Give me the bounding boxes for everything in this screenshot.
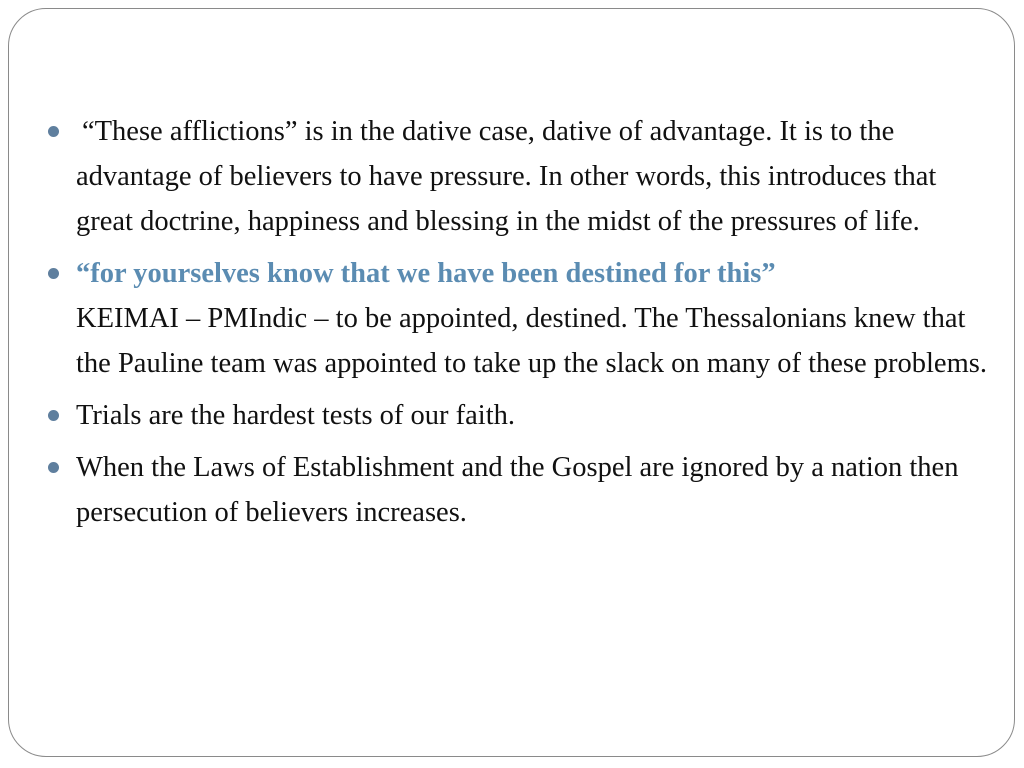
bullet-item	[42, 393, 992, 438]
bullet-dot-icon	[48, 268, 59, 279]
bullet-item	[42, 251, 992, 386]
bullet-item	[42, 109, 992, 244]
bullet-item	[42, 445, 992, 535]
bullet-text: When the Laws of Establishment and the Gospel are ignored by a nation then persecution of believers increases.	[76, 452, 973, 528]
bullet-text-block	[76, 251, 992, 386]
bullet-dot-icon	[48, 410, 59, 421]
bullet-dot-icon	[48, 462, 59, 473]
bullet-dot-icon	[48, 126, 59, 137]
bullet-text: Trials are the hardest tests of our faith.	[76, 400, 516, 431]
bullet-list	[42, 109, 992, 542]
bullet-text: “These afflictions” is in the dative case, dative of advantage. It is to the advantage of believers to have pressure. In other words, this introduces that great doctrine, happiness and blessing in the midst of the pressures of life.	[76, 116, 937, 237]
bullet-text: KEIMAI – PMIndic – to be appointed, destined. The Thessalonians knew that the Pauline team was appointed to take up the slack on many of these problems.	[76, 303, 987, 379]
scripture-quote: “for yourselves know that we have been destined for this”	[76, 258, 776, 289]
